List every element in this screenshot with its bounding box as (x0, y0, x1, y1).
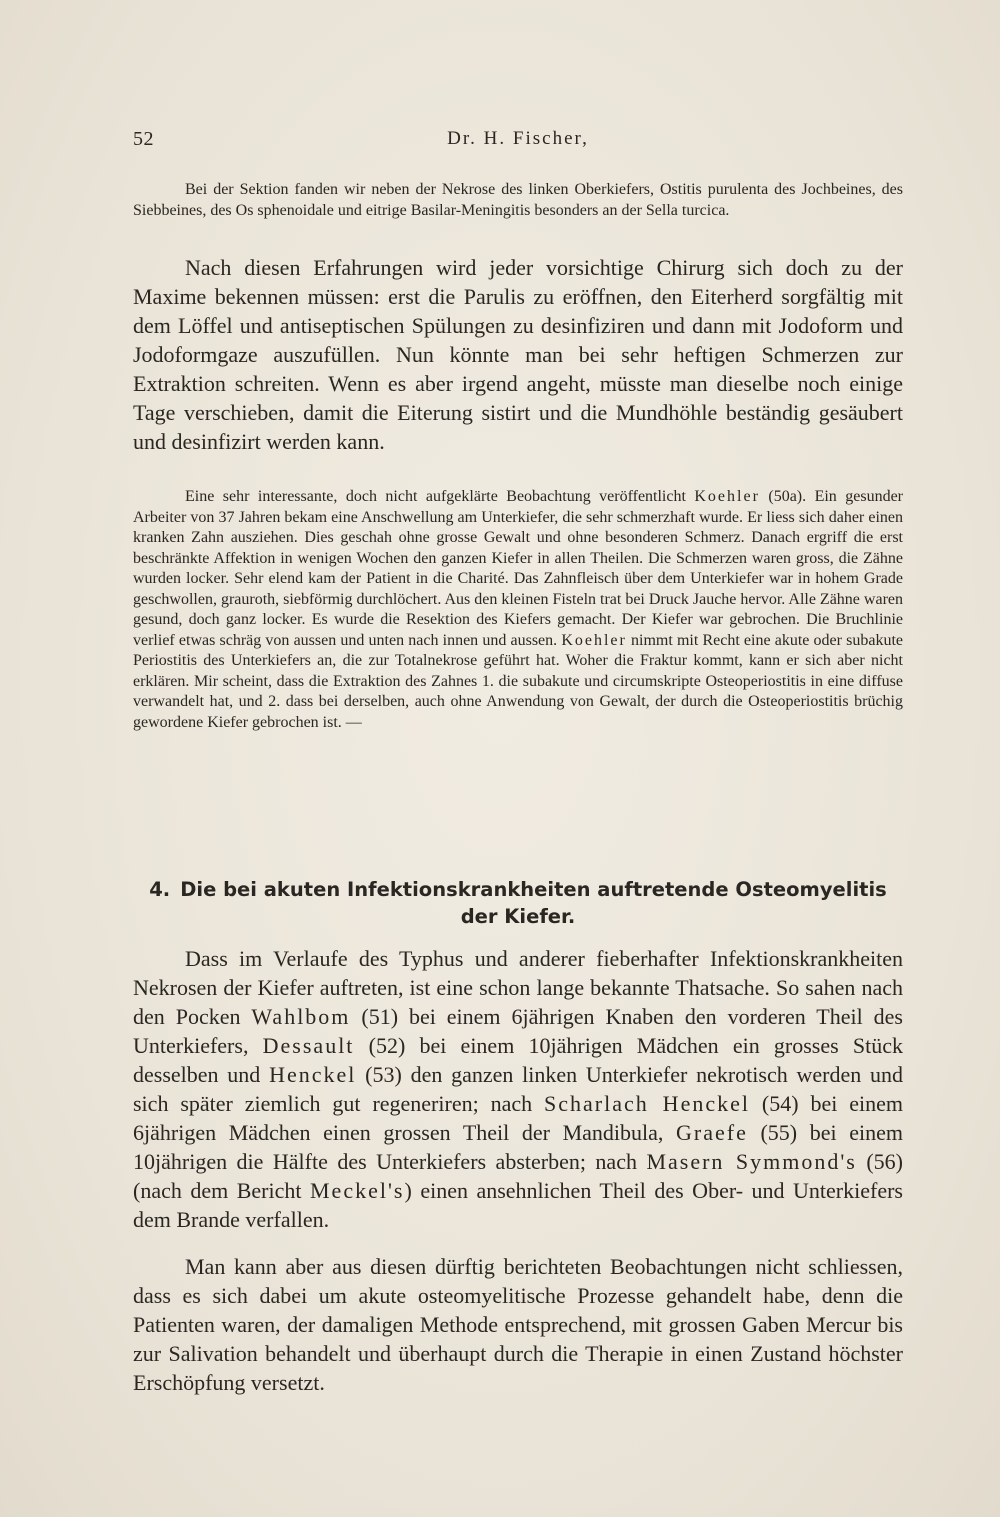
page-header (133, 128, 903, 156)
text-run: (50a). Ein gesunder Arbeiter von 37 Jahren bekam eine Anschwellung am Unterkiefer, die sehr schmerzhaft wurde. Er liess sich daher einen kranken Zahn ausziehen. Dies geschah ohne grosse Gewalt und ohne besonderen Schmerz. Danach ergriff die erst beschränkte Affektion in wenigen Wochen den ganzen Kiefer in allen Theilen. Die Schmerzen waren gross, die Zähne wurden locker. Sehr elend kam der Patient in die Charité. Das Zahnfleisch über dem Unterkiefer war in hohem Grade geschwollen, grauroth, siebförmig durchlöchert. Aus den kleinen Fisteln trat bei Druck Jauche hervor. Alle Zähne waren gesund, doch ganz locker. Es wurde die Resektion des Kiefers gemacht. Der Kiefer war gebrochen. Die Bruchlinie verlief etwas schräg von aussen und unten nach innen und aussen. (133, 488, 903, 649)
page-number: 52 (133, 128, 154, 150)
text-run: (55) bei einem 10jährigen die Hälfte des Unterkiefers absterben; nach (133, 1120, 903, 1174)
section-heading (133, 876, 903, 930)
text-run: Man kann aber aus diesen dürftig berichteten Beobachtungen nicht schliessen, dass es sich dabei um akute osteomyelitische Prozesse gehandelt habe, denn die Patienten waren, der damaligen Methode entsprechend, mit grossen Gaben Mercur bis zur Salivation behandelt und überhaupt durch die Therapie in einen Zustand höchster Erschöpfung versetzt. (133, 1254, 903, 1395)
text-run: Dass im Verlaufe des Typhus und anderer fieberhafter Infektionskrankheiten Nekrosen der Kiefer auftreten, ist eine schon lange bekannte Thatsache. So sahen nach den Pocken (133, 946, 903, 1029)
paragraph-beobachtungen (133, 1252, 903, 1397)
paragraph (133, 180, 903, 221)
section-number: 4. (149, 878, 171, 901)
text-run: (56) (nach dem Bericht (133, 1149, 903, 1203)
text-run: ) einen ansehnlichen Theil des Ober- und Unterkiefers dem Brande verfallen. (133, 1178, 903, 1232)
text-run: Bei der Sektion fanden wir neben der Nekrose des linken Oberkiefers, Ostitis purulenta des Jochbeines, des Siebbeines, des Os sphenoidale und eitrige Basilar-Meningitis besonders an der Sella turcica. (133, 181, 903, 219)
paragraph (133, 1252, 903, 1397)
author-name: Masern Symmond's (646, 1149, 857, 1174)
text-run: Nach diesen Erfahrungen wird jeder vorsichtige Chirurg sich doch zu der Maxime bekennen müssen: erst die Parulis zu eröffnen, den Eiterherd sorgfältig mit dem Löffel und antiseptischen Spülungen zu desinfiziren und dann mit Jodoform und Jodoformgaze auszufüllen. Nun könnte man bei sehr heftigen Schmerzen zur Extraktion schreiten. Wenn es aber irgend angeht, müsste man dieselbe noch einige Tage verschieben, damit die Eiterung sistirt und die Mundhöhle beständig gesäubert und desinfizirt werden kann. (133, 255, 903, 454)
text-run: nimmt mit Recht eine akute oder subakute Periostitis des Unterkiefers an, die zur Totalnekrose geführt hat. Woher die Fraktur kommt, kann er sich aber nicht erklären. Mir scheint, dass die Extraktion des Zahnes 1. die subakute und circumskripte Osteoperiostitis in eine diffuse verwandelt hat, und 2. dass bei derselben, auch ohne Anwendung von Gewalt, der durch die Osteoperiostitis brüchig gewordene Kiefer gebrochen ist. — (133, 631, 904, 731)
author-name: Henckel (269, 1062, 357, 1087)
text-run: Eine sehr interessante, doch nicht aufgeklärte Beobachtung veröffentlicht (185, 488, 695, 505)
text-run: (52) bei einem 10jährigen Mädchen ein grosses Stück desselben und (133, 1033, 904, 1087)
author-name: Koehler (694, 488, 760, 505)
text-run: (54) bei einem 6jährigen Mädchen einen grossen Theil der Mandibula, (133, 1091, 903, 1145)
paragraph-sektion-befund (133, 180, 903, 221)
paragraph-maxime (133, 253, 903, 456)
author-name: Dessault (262, 1033, 355, 1058)
author-name: Scharlach Henckel (544, 1091, 750, 1116)
paragraph (133, 253, 903, 456)
running-head: Dr. H. Fischer, (447, 128, 589, 149)
author-name: Meckel's (310, 1178, 405, 1203)
paragraph (133, 487, 903, 733)
author-name: Wahlbom (251, 1004, 351, 1029)
author-name: Graefe (676, 1120, 748, 1145)
paragraph (133, 944, 903, 1234)
text-run: (51) bei einem 6jährigen Knaben den vorderen Theil des Unterkiefers, (133, 1004, 903, 1058)
author-name: Koehler (561, 631, 627, 649)
paragraph-typhus-nekrosen (133, 944, 903, 1234)
section-title: Die bei akuten Infektionskrankheiten auftretende Osteomyelitis der Kiefer. (180, 878, 887, 928)
paragraph-koehler-case (133, 487, 903, 733)
text-run: (53) den ganzen linken Unterkiefer nekrotisch werden und sich später ziemlich gut regeneriren; nach (133, 1062, 903, 1116)
